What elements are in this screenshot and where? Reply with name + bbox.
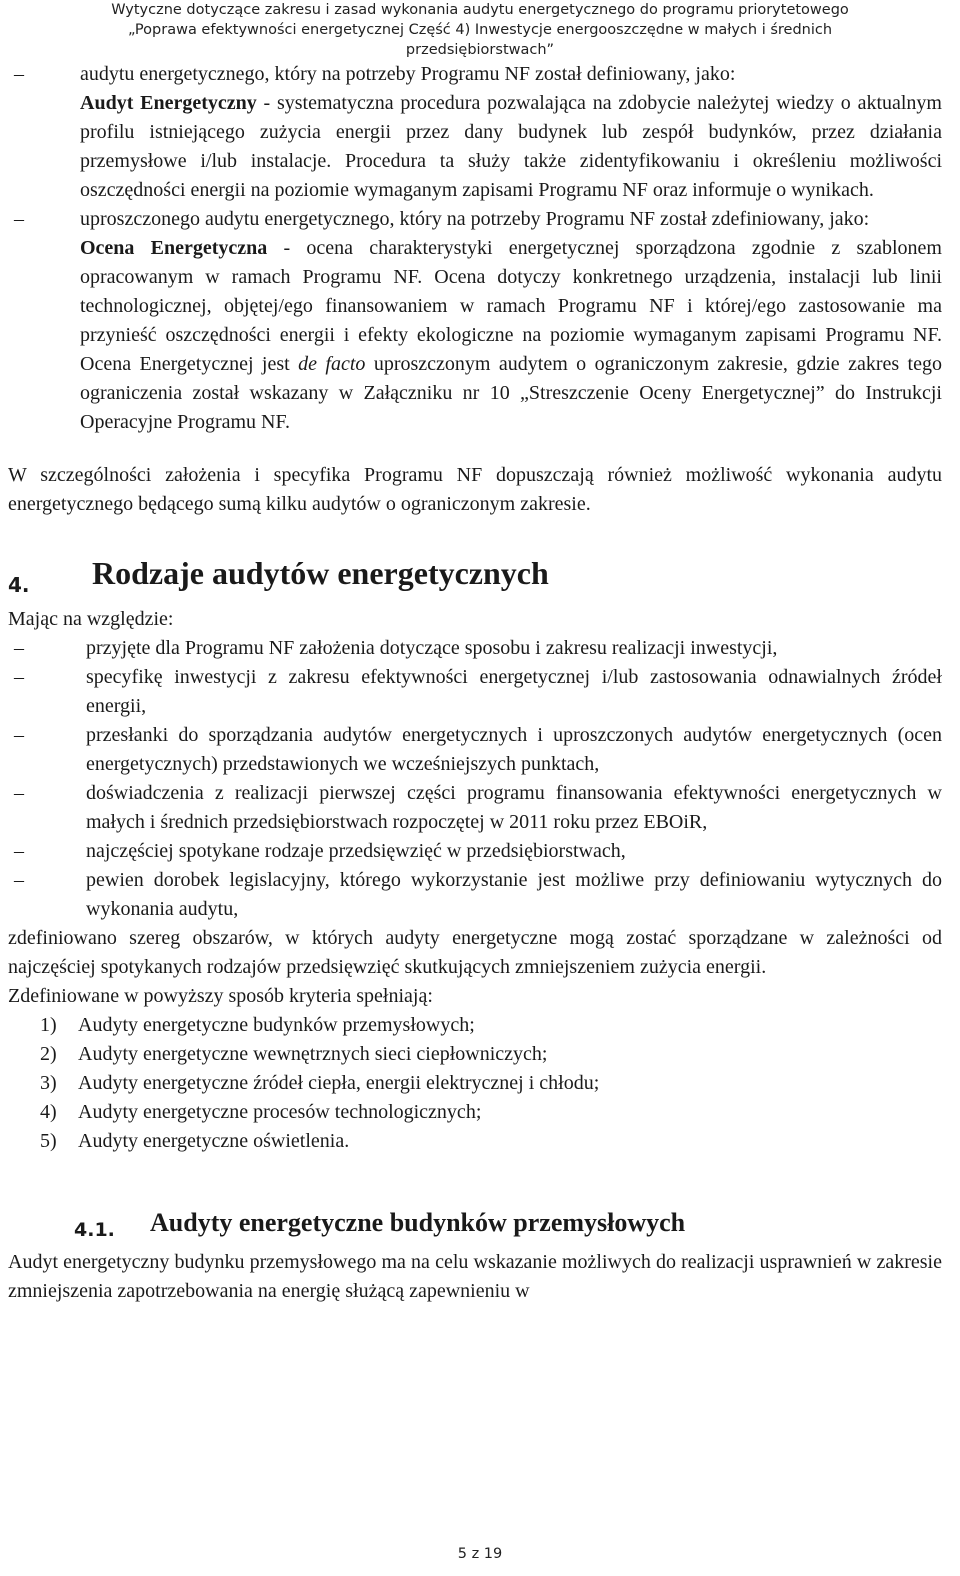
list-item: 1) Audyty energetyczne budynków przemysłowych;: [40, 1014, 475, 1036]
considerations-list: [0, 634, 960, 924]
list-item: 3) Audyty energetyczne źródeł ciepła, energii elektrycznej i chłodu;: [40, 1072, 600, 1094]
definition-text: - systematyczna procedura pozwalająca na zdobycie należytej wiedzy o aktualnym profilu istniejącego zużycia energii przez dany budynek lub zespół budynków, przez działania przemysłowe i/lub instalacje. Procedura ta służy także zidentyfikowaniu i określeniu możliwości oszczędności energii na poziomie wymaganym zapisami Programu NF oraz informuje o wynikach.: [80, 92, 942, 201]
definition-italic: de facto: [298, 353, 366, 375]
section-title: Rodzaje audytów energetycznych: [92, 555, 549, 591]
header-line-3: przedsiębiorstwach”: [405, 42, 555, 58]
list-item: – doświadczenia z realizacji pierwszej części programu finansowania efektywności energetycznych w małych i średnich przedsiębiorstwach rozpoczętej w 2011 roku przez EBOiR,: [14, 782, 942, 833]
definition-item-audit: [0, 60, 942, 205]
list-item: 4) Audyty energetyczne procesów technologicznych;: [40, 1101, 482, 1123]
definition-intro: uproszczonego audytu energetycznego, który na potrzeby Programu NF został zdefiniowany, jako:: [80, 208, 870, 230]
section-lead: Mając na względzie:: [8, 608, 174, 630]
section-number: 4.: [8, 573, 30, 597]
header-line-1: Wytyczne dotyczące zakresu i zasad wykonania audytu energetycznego do programu priorytetowego: [111, 2, 849, 18]
section-title: Audyty energetyczne budynków przemysłowych: [150, 1208, 686, 1237]
section-4-heading: [0, 555, 960, 605]
section-after-paragraph: zdefiniowano szereg obszarów, w których audyty energetyczne mogą zostać sporządzane w zależności od najczęściej spotykanych rodzajów przedsięwzięć skutkujących zmniejszeniem zużycia energii.: [8, 927, 942, 978]
criteria-list: [0, 1011, 960, 1156]
summary-paragraph: W szczególności założenia i specyfika Programu NF dopuszczają również możliwość wykonania audytu energetycznego będącego sumą kilku audytów o ograniczonym zakresie.: [8, 464, 942, 515]
document-body: [0, 60, 960, 1306]
header-line-2: „Poprawa efektywności energetycznej Część 4) Inwestycje energooszczędne w małych i średnich: [127, 22, 833, 38]
list-item: – pewien dorobek legislacyjny, którego wykorzystanie jest możliwe przy definiowaniu wytycznych do wykonania audytu,: [14, 869, 942, 920]
criteria-lead: Zdefiniowane w powyższy sposób kryteria spełniają:: [8, 985, 433, 1007]
list-item: 2) Audyty energetyczne wewnętrznych sieci ciepłowniczych;: [40, 1043, 548, 1065]
section-number: 4.1.: [74, 1219, 115, 1241]
definition-text-a: - ocena charakterystyki energetycznej sporządzona zgodnie z szablonem opracowanym w ramach Programu NF. Ocena dotyczy konkretnego urządzenia, instalacji lub linii technologicznej, objętej/ego finansowaniem w ramach Programu NF i której/ego zastosowanie ma przynieść oszczędności energii i efekty ekologiczne na poziomie wymaganym zapisami Programu NF. Ocena Energetycznej jest: [80, 237, 942, 375]
section-4-1-heading: [0, 1208, 960, 1248]
list-item: – przyjęte dla Programu NF założenia dotyczące sposobu i zakresu realizacji inwestycji,: [14, 637, 778, 659]
page-number: 5 z 19: [457, 1546, 503, 1562]
definition-term: Audyt Energetyczny: [80, 92, 257, 114]
dash-bullet: –: [14, 208, 24, 230]
dash-bullet: –: [14, 63, 24, 85]
list-item: – najczęściej spotykane rodzaje przedsięwzięć w przedsiębiorstwach,: [14, 840, 626, 862]
list-item: – przesłanki do sporządzania audytów energetycznych i uproszczonych audytów energetycznych (ocen energetycznych) przedstawionych we wcześniejszych punktach,: [14, 724, 942, 775]
definition-text-b: uproszczonym audytem o ograniczonym zakresie, gdzie zakres tego ograniczenia został wskazany w Załączniku nr 10 „Streszczenie Oceny Energetycznej” do Instrukcji Operacyjne Programu NF.: [80, 353, 942, 433]
definition-item-simplified-audit: [0, 205, 942, 437]
definition-term: Ocena Energetyczna: [80, 237, 268, 259]
list-item: – specyfikę inwestycji z zakresu efektywności energetycznej i/lub zastosowania odnawialnych źródeł energii,: [14, 666, 942, 717]
definition-intro: audytu energetycznego, który na potrzeby Programu NF został definiowany, jako:: [80, 63, 736, 85]
section-4-1-paragraph: Audyt energetyczny budynku przemysłowego ma na celu wskazanie możliwych do realizacji usprawnień w zakresie zmniejszenia zapotrzebowania na energię służącą zapewnieniu w: [8, 1251, 942, 1302]
running-header: [0, 0, 960, 60]
list-item: 5) Audyty energetyczne oświetlenia.: [40, 1130, 350, 1152]
